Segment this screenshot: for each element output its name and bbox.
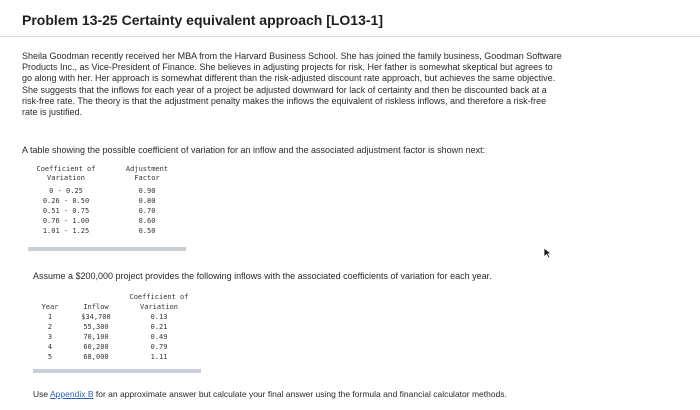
table1-cell: 0.70	[138, 207, 156, 215]
table2-cell-cv: 0.79	[150, 343, 168, 351]
problem-description	[22, 51, 677, 118]
table2-cell-inflow: 55,300	[83, 323, 109, 331]
footer-text-post: for an approximate answer but calculate your final answer using the formula and financial calculator methods.	[93, 389, 507, 399]
table1-cell: 0.80	[138, 197, 156, 205]
table2-header-coefficient-line1: Coefficient of	[129, 293, 189, 301]
paragraph-line: She suggests that the inflows for each year of a project be adjusted downward for lack of certainty and then be discounted back at a	[22, 84, 547, 95]
appendix-b-link[interactable]: Appendix B	[50, 389, 94, 399]
table2-cell-year: 2	[47, 323, 53, 331]
table2-header-year: Year	[41, 303, 59, 311]
inflow-table	[33, 293, 203, 378]
table2-header-coefficient-line2: Variation	[140, 303, 178, 311]
table2-header-inflow: Inflow	[83, 303, 109, 311]
table2-cell-inflow: 68,000	[83, 353, 109, 361]
table2-cell-cv: 0.49	[150, 333, 168, 341]
title-divider	[0, 36, 700, 37]
table1-cell: 0.60	[138, 217, 156, 225]
paragraph-line: Sheila Goodman recently received her MBA from the Harvard Business School. She has joined the family business, Goodman Software	[22, 51, 562, 61]
table1-cell: 0.51 - 0.75	[42, 207, 90, 215]
table2-cell-year: 1	[47, 313, 53, 321]
table1-cell: 0.26 - 0.50	[42, 197, 90, 205]
table1-intro: A table showing the possible coefficient of variation for an inflow and the associated adjustment factor is shown next:	[22, 145, 486, 155]
paragraph-line: rate is justified.	[22, 107, 83, 118]
table1-cell: 0.90	[138, 187, 156, 195]
paragraph-line: Products Inc., as Vice-President of Finance. She believes in adjusting projects for risk. Her father is somewhat skeptical but agrees to	[22, 62, 553, 73]
table1-cell: 0.76 - 1.00	[42, 217, 90, 225]
adjustment-factor-table	[28, 165, 188, 255]
instruction-footer	[33, 389, 507, 399]
table2-cell-inflow: 60,200	[83, 343, 109, 351]
paragraph-line: risk-free rate. The theory is that the adjustment penalty makes the inflows the equivalent of riskless inflows, and therefore a risk-free	[22, 95, 547, 106]
table2-intro: Assume a $200,000 project provides the following inflows with the associated coefficients of variation for each year.	[33, 271, 492, 281]
table2-cell-cv: 1.11	[150, 353, 168, 361]
table2-cell-inflow: 70,100	[83, 333, 109, 341]
table1-cell: 0 - 0.25	[49, 187, 83, 195]
footer-text-pre: Use	[33, 389, 51, 399]
table1-header-col1-line2: Variation	[47, 174, 85, 182]
table1-header-col2-line2: Factor	[134, 174, 160, 182]
table2-cell-inflow: $34,700	[81, 313, 111, 321]
table1-header-col2-line1: Adjustment	[125, 165, 169, 173]
table2-cell-year: 4	[47, 343, 53, 351]
table1-cell: 1.01 - 1.25	[42, 227, 90, 235]
problem-title: Problem 13-25 Certainty equivalent approach [LO13-1]	[22, 12, 383, 28]
table2-cell-year: 3	[47, 333, 53, 341]
table2-cell-cv: 0.21	[150, 323, 168, 331]
paragraph-line: go along with her. Her approach is somewhat different than the risk-adjusted discount rate approach, but achieves the same objective.	[22, 73, 556, 84]
table1-header-col1-line1: Coefficient of	[36, 165, 96, 173]
table1-bottom-bar	[28, 247, 186, 251]
table1-cell: 0.50	[138, 227, 156, 235]
table2-bottom-bar	[33, 369, 201, 373]
table2-cell-cv: 0.13	[150, 313, 168, 321]
table2-cell-year: 5	[47, 353, 53, 361]
